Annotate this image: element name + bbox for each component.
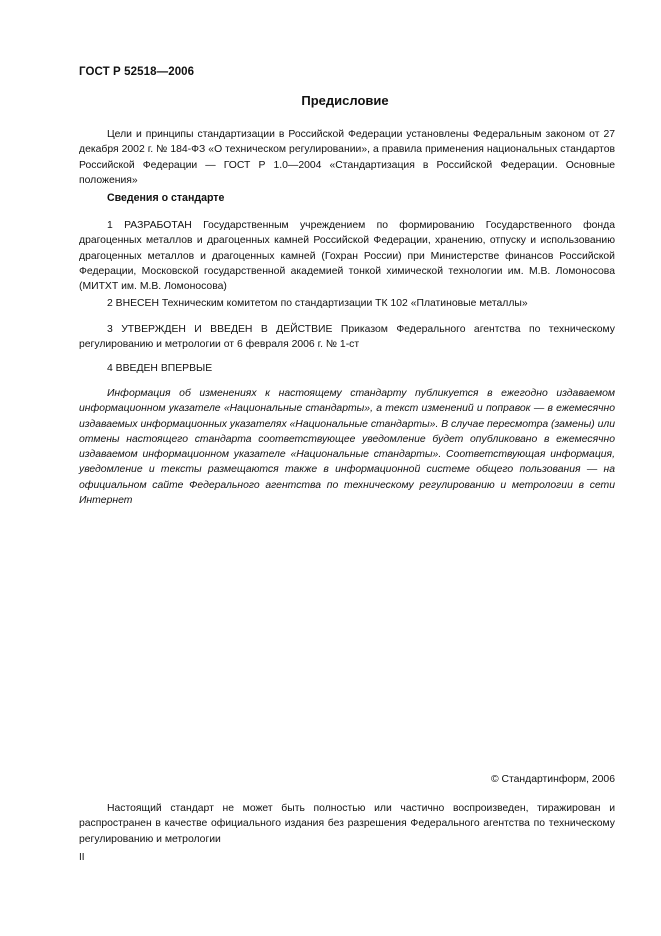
- list-item-developed: 1 РАЗРАБОТАН Государственным учреждением по формированию Государственного фонда драгоценных металлов и драгоценных камней Российской Федерации, хранению, отпуску и использованию драгоценных металлов и драгоценных камней (Гохран России) при Министерстве финансов Российской Федерации, Московской государственной академией тонкой химической технологии им. М.В. Ломоносова (МИТХТ им. М.В. Ломоносова): [79, 220, 615, 293]
- document-code: ГОСТ Р 52518—2006: [79, 66, 195, 78]
- list-item-approved: 3 УТВЕРЖДЕН И ВВЕДЕН В ДЕЙСТВИЕ Приказом Федерального агентства по техническому регулированию и метрологии от 6 февраля 2006 г. № 1-ст: [79, 324, 615, 351]
- list-item-introduced: 2 ВНЕСЕН Техническим комитетом по стандартизации ТК 102 «Платиновые металлы»: [107, 298, 528, 309]
- page-number: II: [79, 852, 85, 863]
- intro-paragraph: Цели и принципы стандартизации в Российской Федерации установлены Федеральным законом от 27 декабря 2002 г. № 184-ФЗ «О техническом регулировании», а правила применения национальных стандартов Российской Федерации — ГОСТ Р 1.0—2004 «Стандартизация в Российской Федерации. Основные положения»: [79, 129, 615, 186]
- page-title: Предисловие: [301, 93, 389, 108]
- section-heading: Сведения о стандарте: [107, 192, 225, 204]
- list-item-first-introduced: 4 ВВЕДЕН ВПЕРВЫЕ: [107, 363, 213, 374]
- info-note-paragraph: Информация об изменениях к настоящему стандарту публикуется в ежегодно издаваемом информационном указателе «Национальные стандарты», а текст изменений и поправок — в ежемесячно издаваемых информационных указателях «Национальные стандарты». В случае пересмотра (замены) или отмены настоящего стандарта соответствующее уведомление будет опубликовано в ежемесячно издаваемом информационном указателе «Национальные стандарты». Соответствующая информация, уведомление и тексты размещаются также в информационной системе общего пользования — на официальном сайте Федерального агентства по техническому регулированию и метрологии в сети Интернет: [79, 388, 615, 507]
- reproduction-notice: Настоящий стандарт не может быть полностью или частично воспроизведен, тиражирован и распространен в качестве официального издания без разрешения Федерального агентства по техническому регулированию и метрологии: [79, 803, 615, 845]
- copyright-notice: © Стандартинформ, 2006: [490, 774, 615, 785]
